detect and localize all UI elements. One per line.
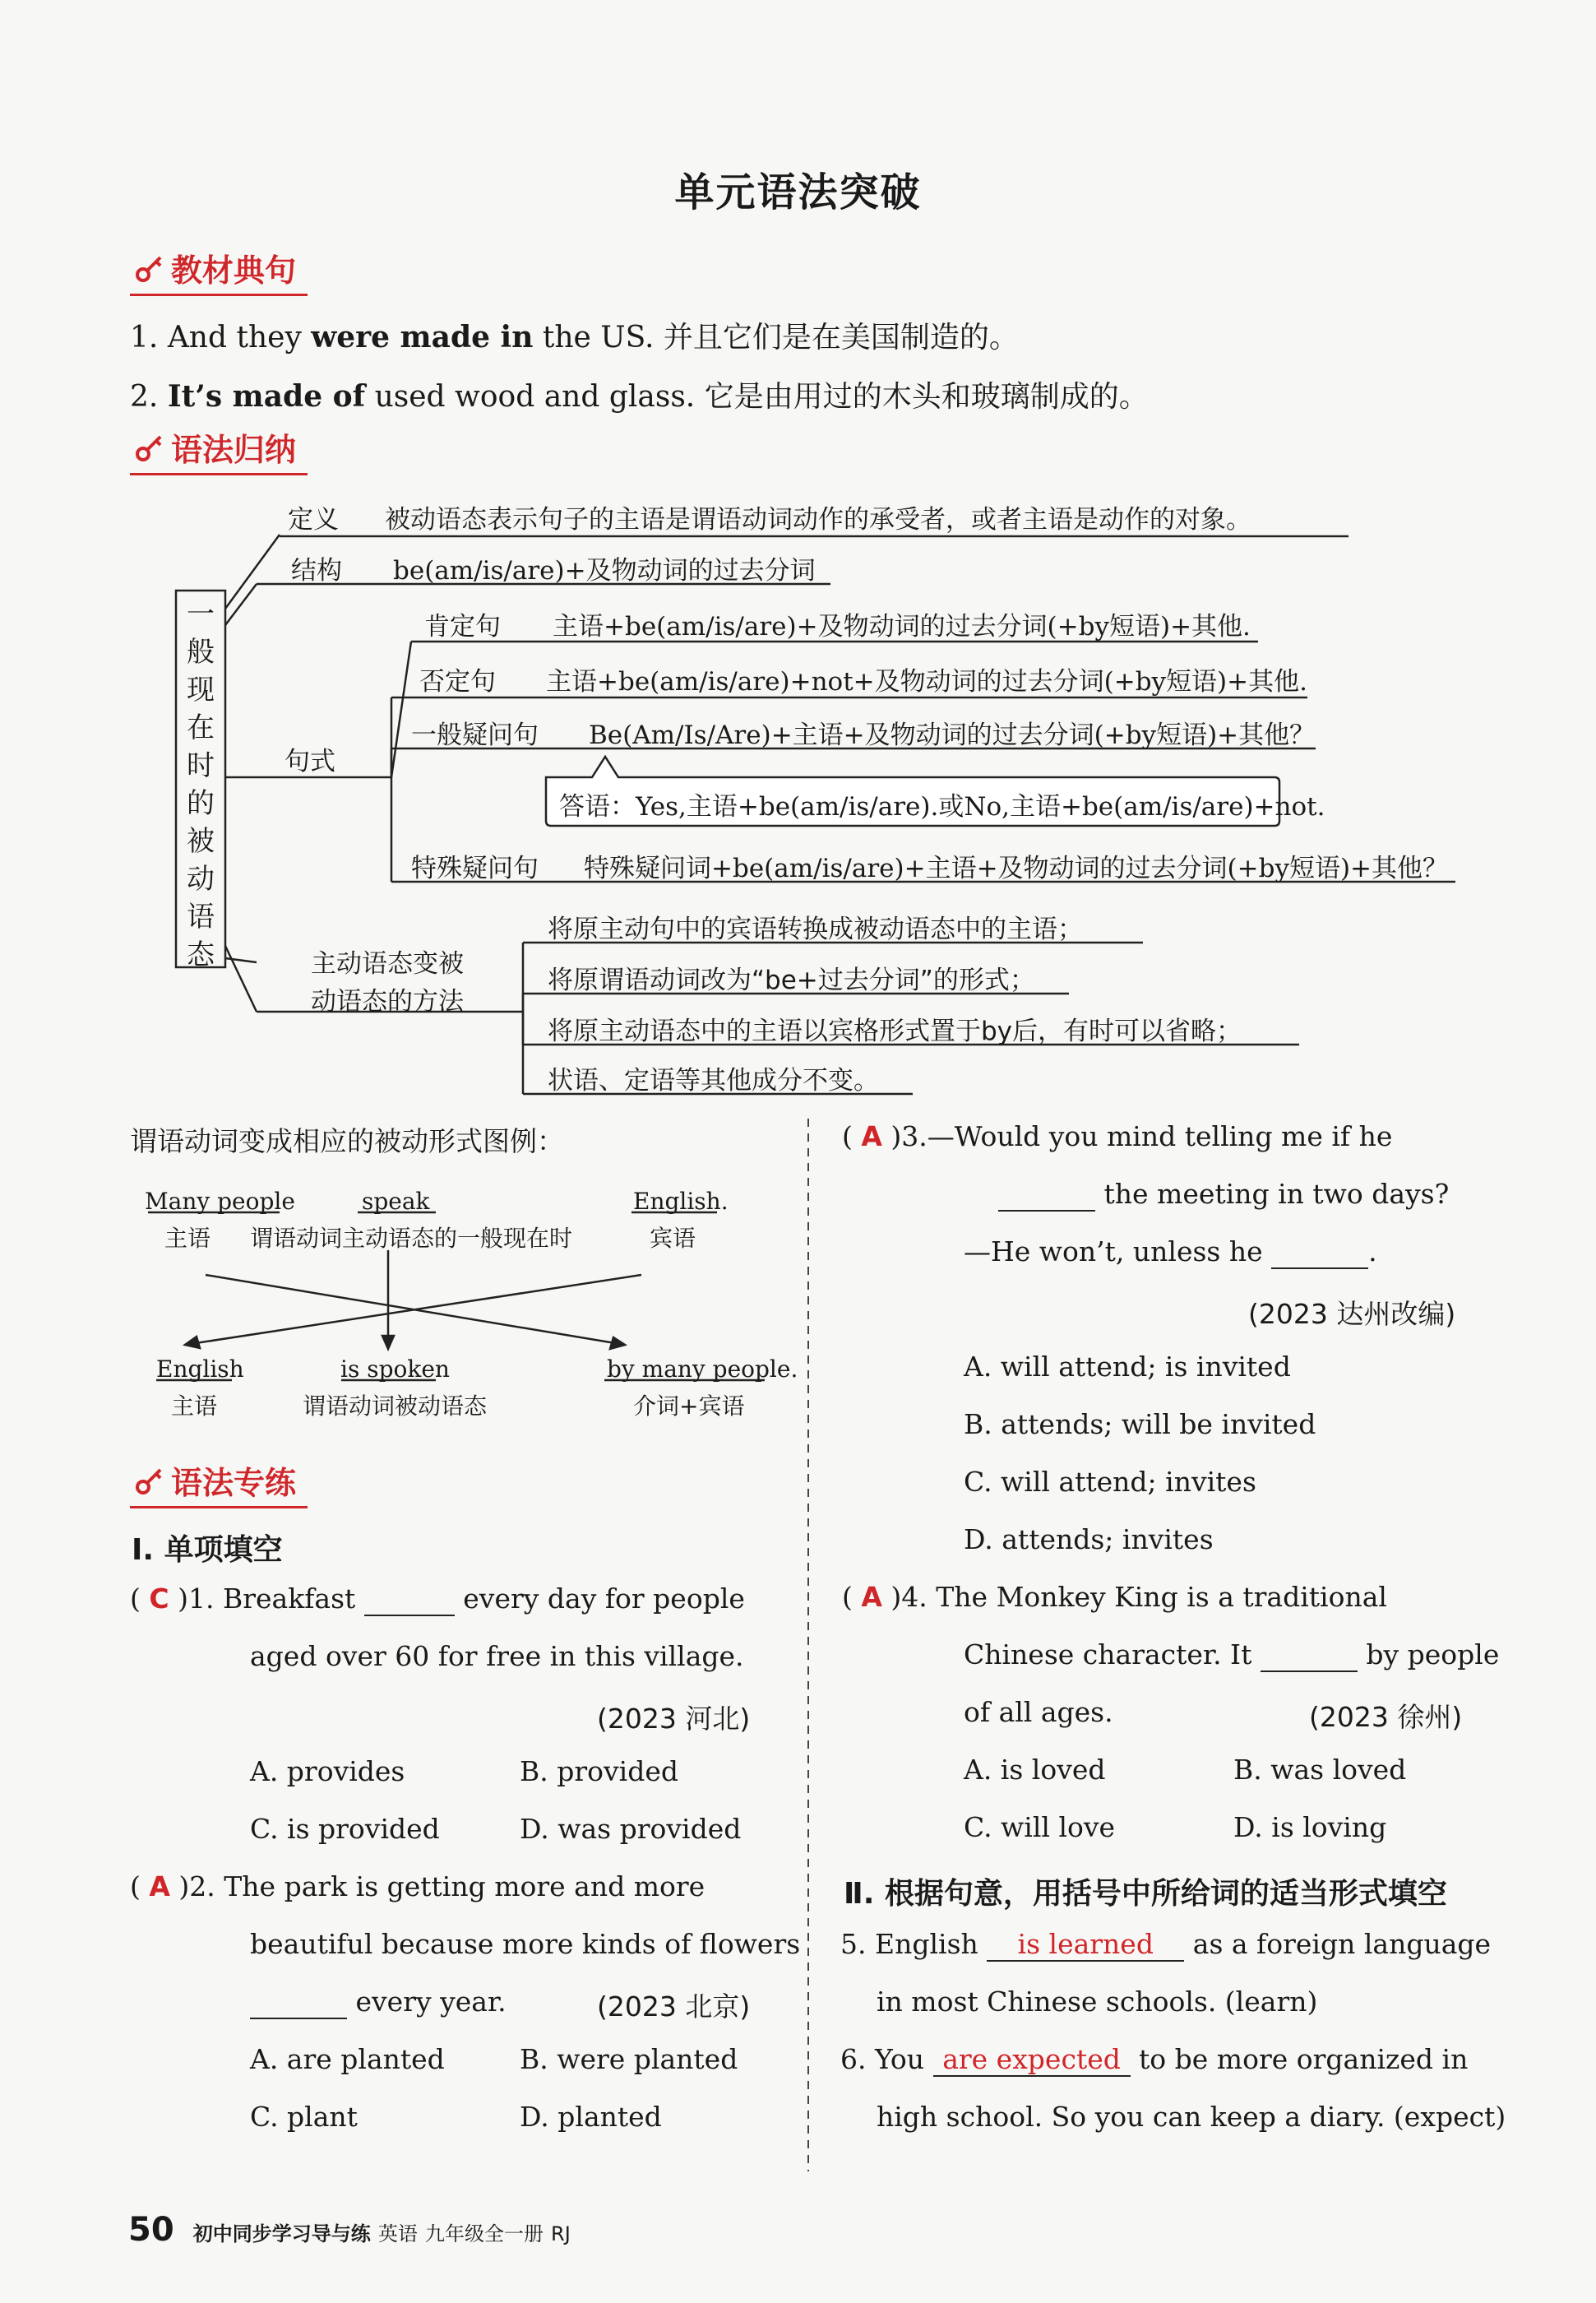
answer-3: A (861, 1120, 882, 1152)
form-text-affirmative: 主语+be(am/is/are)+及物动词的过去分词(+by短语)+其他. (553, 612, 1251, 642)
edition: RJ (551, 2222, 571, 2245)
example-bottom-by-word: by many people. (607, 1355, 798, 1383)
sentence-2: 2. It’s made of used wood and glass. 它是由用过的木头和玻璃制成的。 (130, 379, 1149, 414)
q3-option-d: D. attends; invites (964, 1523, 1214, 1555)
question-2-line2: beautiful because more kinds of flowers (250, 1928, 801, 1960)
example-bottom-by-label: 介词+宾语 (633, 1392, 745, 1420)
example-top-subject-label: 主语 (164, 1225, 211, 1252)
fill-answer-6: are expected (933, 2043, 1131, 2077)
answer-4: A (861, 1581, 882, 1613)
question-2-source: (2023 北京) (597, 1990, 751, 2023)
key-icon (133, 1464, 166, 1497)
example-top-object-label: 宾语 (650, 1225, 696, 1252)
example-bottom-verb-label: 谓语动词被动语态 (303, 1392, 488, 1420)
method-3: 将原主动语态中的主语以宾格形式置于by后，有时可以省略； (548, 1017, 1242, 1046)
example-top-subject-word: Many people (145, 1188, 295, 1215)
q1-option-b: B. provided (520, 1755, 678, 1787)
page-title: 单元语法突破 (674, 169, 922, 215)
blank (250, 1986, 347, 2019)
blank (998, 1178, 1095, 1212)
example-bottom-subject-word: English (156, 1355, 244, 1383)
example-top-object-word: English. (633, 1188, 729, 1215)
part1-title: Ⅰ. 单项填空 (132, 1533, 283, 1567)
section-title: 教材典句 (171, 253, 297, 289)
section-title: 语法归纳 (171, 432, 297, 468)
question-1-line2: aged over 60 for free in this village. (250, 1640, 744, 1672)
footer (128, 2211, 571, 2249)
example-top-verb-label: 谓语动词主动语态的一般现在时 (250, 1225, 573, 1252)
blank (364, 1582, 455, 1616)
question-4: ( A )4. The Monkey King is a traditional (842, 1581, 1387, 1613)
book-title: 初中同步学习导与练 (192, 2222, 371, 2245)
section-header-practice (130, 1457, 308, 1508)
grade: 九年级全一册 (424, 2222, 544, 2245)
question-3-line3: —He won’t, unless he . (964, 1235, 1377, 1267)
method-label-line2: 动语态的方法 (311, 987, 464, 1017)
form-label-special-question: 特殊疑问句 (411, 854, 539, 883)
subject: 英语 (377, 2222, 418, 2245)
method-1: 将原主动句中的宾语转换成被动语态中的主语； (548, 915, 1083, 944)
structure-text: be(am/is/are)+及物动词的过去分词 (393, 556, 816, 586)
q4-option-c: C. will love (964, 1811, 1116, 1843)
fill-6: 6. You are expected to be more organized in (840, 2043, 1469, 2075)
blank (1261, 1638, 1358, 1672)
column-divider (806, 1119, 811, 2171)
form-label-negative: 否定句 (419, 667, 496, 697)
question-1: ( C )1. Breakfast every day for people (130, 1582, 745, 1615)
q1-option-a: A. provides (250, 1755, 405, 1787)
q4-option-a: A. is loved (964, 1754, 1106, 1786)
structure-label: 结构 (291, 556, 342, 586)
forms-label: 句式 (285, 747, 335, 776)
method-2: 将原谓语动词改为“be+过去分词”的形式； (548, 966, 1035, 995)
q2-option-b: B. were planted (520, 2043, 738, 2075)
answer-1: C (149, 1582, 169, 1615)
q4-option-d: D. is loving (1233, 1811, 1387, 1843)
question-3-source: (2023 达州改编) (1248, 1298, 1456, 1330)
part2-title: Ⅱ. 根据句意，用括号中所给词的适当形式填空 (844, 1877, 1447, 1911)
example-bottom-verb-word: is spoken (340, 1355, 450, 1383)
example-heading: 谓语动词变成相应的被动形式图例： (130, 1125, 564, 1157)
answer-2: A (149, 1870, 170, 1902)
form-label-affirmative: 肯定句 (424, 612, 501, 642)
question-3-line2: the meeting in two days? (998, 1178, 1449, 1212)
q2-option-a: A. are planted (250, 2043, 445, 2075)
q3-option-b: B. attends; will be invited (964, 1408, 1316, 1440)
form-text-special-question: 特殊疑问词+be(am/is/are)+主语+及物动词的过去分词(+by短语)+其他？ (584, 854, 1449, 883)
question-3: ( A )3.—Would you mind telling me if he (842, 1120, 1393, 1152)
q3-option-c: C. will attend; invites (964, 1466, 1256, 1498)
fill-5: 5. English is learned as a foreign language (840, 1928, 1492, 1960)
question-4-line2: Chinese character. It by people (964, 1638, 1500, 1670)
q1-option-d: D. was provided (520, 1813, 742, 1845)
answer-box-text: 答语：Yes,主语+be(am/is/are).或No,主语+be(am/is/are)+not. (559, 792, 1325, 822)
q1-option-c: C. is provided (250, 1813, 440, 1845)
blank (1271, 1235, 1368, 1269)
grammar-tree-root: 一 般 现 在 时 的 被 动 语 态 (187, 598, 215, 971)
page-number: 50 (128, 2211, 174, 2249)
form-text-negative: 主语+be(am/is/are)+not+及物动词的过去分词(+by短语)+其他. (546, 667, 1307, 697)
question-4-source: (2023 徐州) (1309, 1701, 1463, 1733)
q4-option-b: B. was loved (1233, 1754, 1407, 1786)
example-top-verb-word: speak (362, 1188, 430, 1215)
fill-6-line2: high school. So you can keep a diary. (expect) (877, 2101, 1506, 2133)
question-4-line3: of all ages. (964, 1696, 1113, 1728)
question-2: ( A )2. The park is getting more and more (130, 1870, 705, 1902)
method-4: 状语、定语等其他成分不变。 (548, 1066, 879, 1096)
fill-answer-5: is learned (987, 1928, 1184, 1962)
fill-5-line2: in most Chinese schools. (learn) (877, 1986, 1318, 2018)
q3-option-a: A. will attend; is invited (964, 1351, 1291, 1383)
q2-option-c: C. plant (250, 2101, 358, 2133)
sentence-1: 1. And they were made in the US. 并且它们是在美国制造的。 (130, 320, 1019, 354)
question-2-line3: every year. (250, 1986, 507, 2019)
section-title: 语法专练 (171, 1465, 297, 1501)
q2-option-d: D. planted (520, 2101, 662, 2133)
form-label-general-question: 一般疑问句 (411, 721, 539, 750)
definition-label: 定义 (288, 505, 339, 535)
question-1-source: (2023 河北) (597, 1703, 751, 1735)
definition-text: 被动语态表示句子的主语是谓语动词动作的承受者，或者主语是动作的对象。 (385, 505, 1251, 535)
method-label-line1: 主动语态变被 (311, 949, 464, 979)
form-text-general-question: Be(Am/Is/Are)+主语+及物动词的过去分词(+by短语)+其他？ (589, 721, 1316, 750)
example-bottom-subject-label: 主语 (171, 1392, 218, 1420)
